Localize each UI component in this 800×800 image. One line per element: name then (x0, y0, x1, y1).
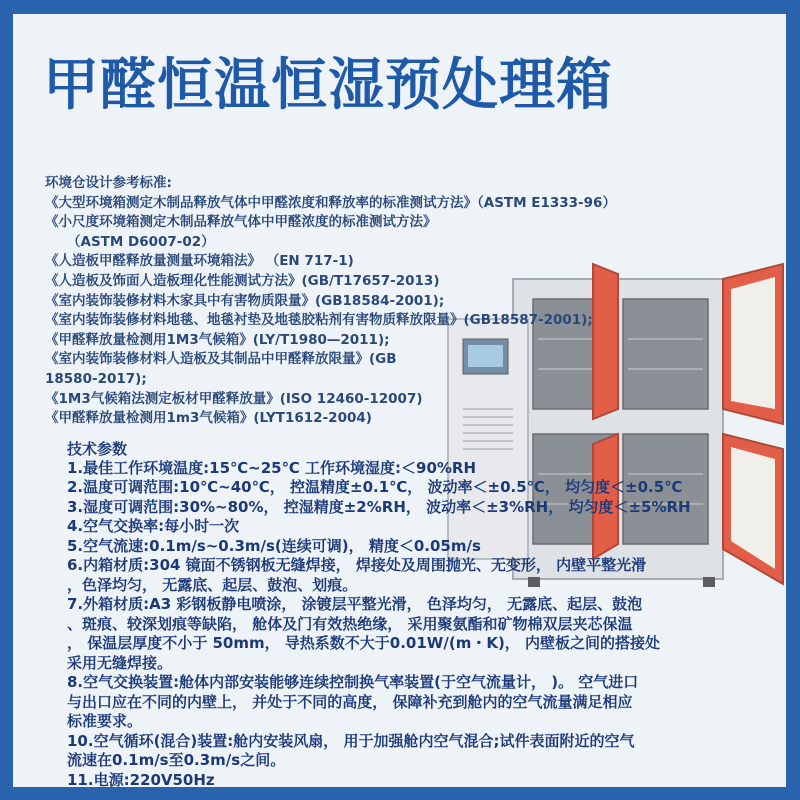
tech-item-continued: 采用无缝焊接。 (67, 653, 173, 672)
tech-item: 6.内箱材质:304 镜面不锈钢板无缝焊接， 焊接处及周围抛光、无变形， 内壁平整光滑 (67, 556, 647, 575)
tech-item: 1.最佳工作环境温度:15℃~25℃ 工作环境湿度:＜90%RH (67, 458, 477, 477)
tech-item-continued: ，色泽均匀， 无露底、起层、鼓泡、划痕。 (67, 575, 358, 594)
spec-text-block (45, 174, 785, 787)
tech-item: 8.空气交换装置:舱体内部安装能够连续控制换气率装置(于空气流量计， )。 空气进口 (67, 673, 639, 692)
standard-line: 《甲醛释放量检测用1M3气候箱》(LY/T1980—2011); (45, 331, 390, 348)
page-title: 甲醛恒温恒湿预处理箱 (43, 53, 613, 118)
tech-item-continued: 与出口应在不同的内壁上， 并处于不同的高度， 保障补充到舱内的空气流量满足相应 (67, 692, 633, 711)
standard-line: 《室内装饰装修材料地毯、地毯衬垫及地毯胶粘剂有害物质释放限量》(GB18587-2001); (45, 312, 593, 329)
standard-line: 《小尺度环境箱测定木制品释放气体中甲醛浓度的标准测试方法》 (45, 214, 437, 231)
tech-heading: 技术参数 (67, 439, 128, 458)
standards-heading: 环境仓设计参考标准: (45, 175, 172, 191)
standard-line: 《1M3气候箱法测定板材甲醛释放量》(ISO 12460-12007) (45, 390, 423, 407)
tech-item: 10.空气循环(混合)装置:舱内安装风扇， 用于加强舱内空气混合;试件表面附近的空气 (67, 731, 635, 750)
tech-item-continued: 流速在0.1m/s至0.3m/s之间。 (67, 751, 286, 770)
tech-item-continued: 标准要求。 (67, 712, 143, 731)
tech-item: 7.外箱材质:A3 彩钢板静电喷涂， 涂镀层平整光滑， 色泽均匀， 无露底、起层、鼓泡 (67, 595, 643, 614)
tech-item-continued: 、斑痕、较深划痕等缺陷， 舱体及门有效热绝缘， 采用聚氨酯和矿物棉双层夹芯保温 (67, 614, 633, 633)
standard-line: 《室内装饰装修材料人造板及其制品中甲醛释放限量》(GB (45, 351, 397, 368)
standard-line: 《室内装饰装修材料木家具中有害物质限量》(GB18584-2001); (45, 292, 445, 309)
tech-item-continued: ， 保温层厚度不小于 50mm， 导热系数不大于0.01W/(m・K)， 内壁板之间的搭接处 (67, 634, 661, 653)
tech-item: 11.电源:220V50Hz (67, 770, 215, 787)
standard-line: 《大型环境箱测定木制品释放气体中甲醛浓度和释放率的标准测试方法》（ASTM E1333-96） (45, 194, 616, 211)
tech-item: 3.湿度可调范围:30%~80%， 控湿精度±2%RH， 波动率＜±3%RH， 均匀度＜±5%RH (67, 497, 691, 516)
standard-line: 《人造板甲醛释放量测量环境箱法》 （EN 717-1) (45, 253, 354, 270)
standard-line: （ASTM D6007-02） (67, 233, 215, 250)
content-panel (13, 14, 786, 787)
tech-item: 4.空气交换率:每小时一次 (67, 517, 240, 536)
tech-item: 2.温度可调范围:10℃~40℃， 控温精度±0.1℃， 波动率＜±0.5℃， 均匀度＜±0.5℃ (67, 478, 683, 497)
tech-item: 5.空气流速:0.1m/s~0.3m/s(连续可调)， 精度＜0.05m/s (67, 536, 481, 555)
standard-line: 18580-2017); (45, 370, 147, 387)
standard-line: 《甲醛释放量检测用1m3气候箱》(LYT1612-2004) (45, 410, 372, 427)
standard-line: 《人造板及饰面人造板理化性能测试方法》(GB/T17657-2013) (45, 272, 440, 289)
